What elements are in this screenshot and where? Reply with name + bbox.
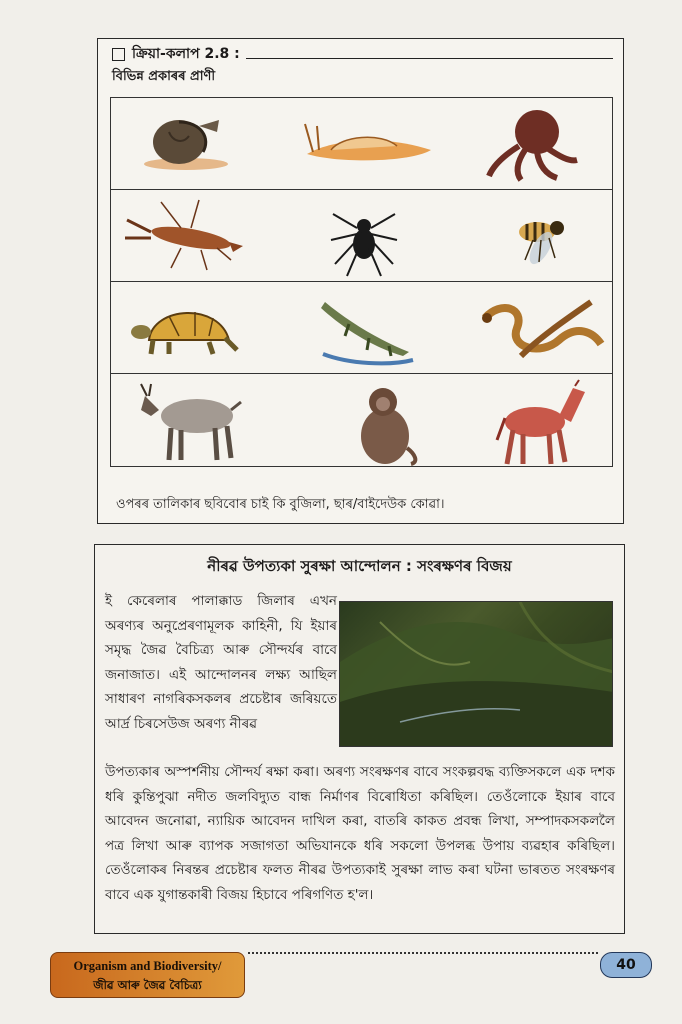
grid-row-2 [111, 190, 612, 282]
snail-icon [141, 112, 231, 174]
story-paragraph-wrapped: ই কেৰেলাৰ পালাক্কাড জিলাৰ এখন অৰণ্যৰ অনুপ্ৰেৰণামূলক কাহিনী, যি ইয়াৰ সমৃদ্ধ জৈৱ বৈচিত্ৰ্য আৰু সৌন্দৰ্যৰ বাবে জনাজাত। এই আন্দোলনৰ লক্ষ্য আছিল সাধাৰণ নাগৰিকসকলৰ প্ৰচেষ্টাৰ জৰিয়তে আৰ্দ্ৰ চিৰসেউজ অৰণ্য নীৰৱ [105, 593, 337, 732]
story-title: নীৰৱ উপত্যকা সুৰক্ষা আন্দোলন : সংৰক্ষণৰ বিজয় [207, 557, 512, 575]
octopus-icon [485, 106, 581, 184]
animal-grid [110, 97, 613, 467]
goat-icon [137, 380, 247, 466]
bee-icon [511, 206, 575, 270]
square-checkbox-icon [112, 48, 125, 61]
page-number: 40 [600, 952, 652, 978]
chapter-label-en: Organism and Biodiversity/ [73, 959, 222, 973]
activity-header [112, 43, 613, 65]
crocodile-icon [319, 294, 415, 368]
monkey-icon [351, 382, 421, 466]
crayfish-icon [121, 198, 245, 274]
slug-icon [301, 116, 437, 172]
forest-valley-photo [339, 601, 613, 747]
story-paragraph-full: উপত্যকাৰ অস্পৰ্শনীয় সৌন্দৰ্য ৰক্ষা কৰা। অৰণ্য সংৰক্ষণৰ বাবে সংকল্পবদ্ধ ব্যক্তিসকলে এক দশক ধৰি কুন্তিপুঝা নদীত জলবিদ্যুত বান্ধ নিৰ্মাণৰ বিৰোধিতা কৰিছিল। তেওঁলোকে ইয়াৰ বাবে আবেদন জনোৱা, ন্যায়িক আবেদন দাখিল কৰা, বাতৰি কাকত প্ৰবন্ধ লিখা, সম্পাদকসকললৈ পত্ৰ লিখা আৰু ব্যাপক সজাগতা অভিযানকে ধৰি সকলো উপলব্ধ উপায় ব্যৱহাৰ কৰিছিল। তেওঁলোকৰ নিৰন্তৰ প্ৰচেষ্টাৰ ফলত নীৰৱ উপত্যকাই সুৰক্ষা লাভ কৰা ঘটনা ভাৰতত সংৰক্ষণৰ বাবে এক যুগান্তকাৰী বিজয় হিচাবে পৰিগণিত হ'ল। [105, 764, 615, 903]
chapter-label-as: জীৱ আৰু জৈৱ বৈচিত্ৰ্য [93, 978, 202, 992]
footer-divider [248, 952, 598, 954]
story-box [94, 544, 625, 934]
grid-row-4 [111, 374, 612, 466]
activity-subtitle: বিভিন্ন প্ৰকাৰৰ প্ৰাণী [112, 69, 216, 84]
horse-icon [493, 378, 591, 466]
spider-icon [329, 196, 399, 278]
title-underline [246, 50, 613, 59]
activity-title: ক্ৰিয়া-কলাপ 2.8 : [132, 46, 240, 62]
activity-box [97, 38, 624, 524]
chapter-tab [50, 952, 245, 998]
grid-row-3 [111, 282, 612, 374]
tortoise-icon [129, 296, 243, 362]
snake-icon [481, 296, 605, 364]
activity-caption: ওপৰৰ তালিকাৰ ছবিবোৰ চাই কি বুজিলা, ছাৰ/বাইদেউক কোৱা। [116, 497, 445, 512]
grid-row-1 [111, 98, 612, 190]
